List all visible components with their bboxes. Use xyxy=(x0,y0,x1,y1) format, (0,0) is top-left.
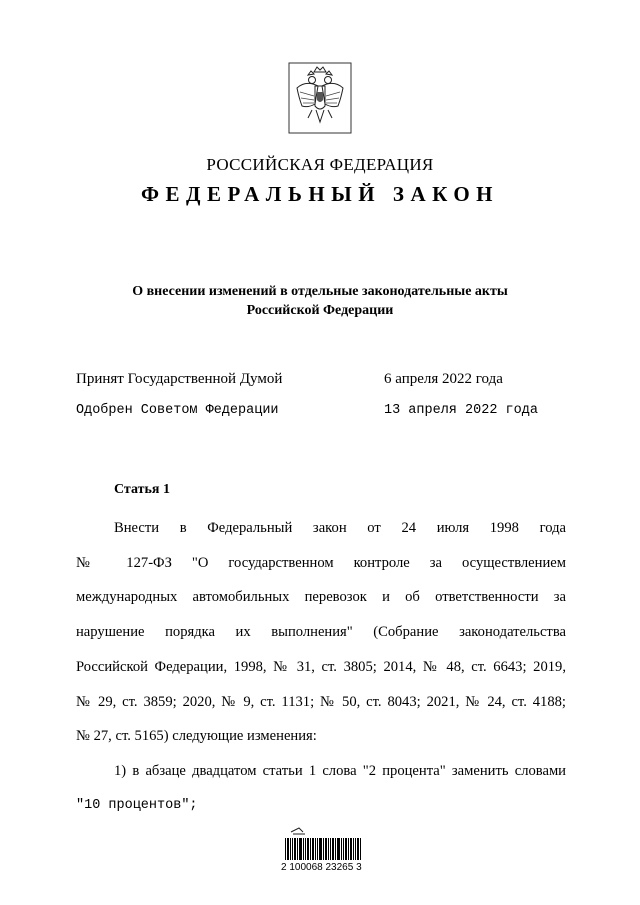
barcode-number: 2 100068 23265 3 xyxy=(281,862,362,873)
law-title-line: О внесении изменений в отдельные законодательные акты xyxy=(132,284,508,299)
adoption-date: 13 апреля 2022 года xyxy=(384,403,538,418)
text-line: нарушение порядка их выполнения" (Собрание законодательства xyxy=(76,624,566,641)
text-line: № 29, ст. 3859; 2020, № 9, ст. 1131; № 50, ст. 8043; 2021, № 24, ст. 4188; xyxy=(76,693,566,710)
paragraph xyxy=(76,511,566,754)
law-title-line: Российской Федерации xyxy=(246,303,394,318)
text-line: Российской Федерации, 1998, № 31, ст. 3805; 2014, № 48, ст. 6643; 2019, xyxy=(76,658,566,675)
coat-of-arms-emblem xyxy=(288,62,352,134)
text-line: "10 процентов"; xyxy=(76,797,198,813)
adoption-row-council xyxy=(76,403,566,423)
document-type-heading: ФЕДЕРАЛЬНЫЙ ЗАКОН xyxy=(141,182,499,206)
adoption-label: Одобрен Советом Федерации xyxy=(76,403,279,418)
text-line: № 127-ФЗ "О государственном контроле за осуществлением xyxy=(76,554,566,571)
barcode-graphic xyxy=(283,826,373,886)
article-heading: Статья 1 xyxy=(114,482,170,497)
adoption-date: 6 апреля 2022 года xyxy=(384,371,503,387)
list-item xyxy=(76,754,566,823)
adoption-row-duma xyxy=(76,371,566,391)
country-heading: РОССИЙСКАЯ ФЕДЕРАЦИЯ xyxy=(206,155,434,174)
law-title xyxy=(0,282,640,320)
article-body xyxy=(76,511,566,823)
text-line: Внести в Федеральный закон от 24 июля 1998 года xyxy=(114,520,566,536)
text-line: 1) в абзаце двадцатом статьи 1 слова "2 процента" заменить словами xyxy=(114,762,566,779)
text-line: международных автомобильных перевозок и об ответственности за xyxy=(76,589,566,606)
text-line: № 27, ст. 5165) следующие изменения: xyxy=(76,728,317,745)
adoption-label: Принят Государственной Думой xyxy=(76,371,283,387)
